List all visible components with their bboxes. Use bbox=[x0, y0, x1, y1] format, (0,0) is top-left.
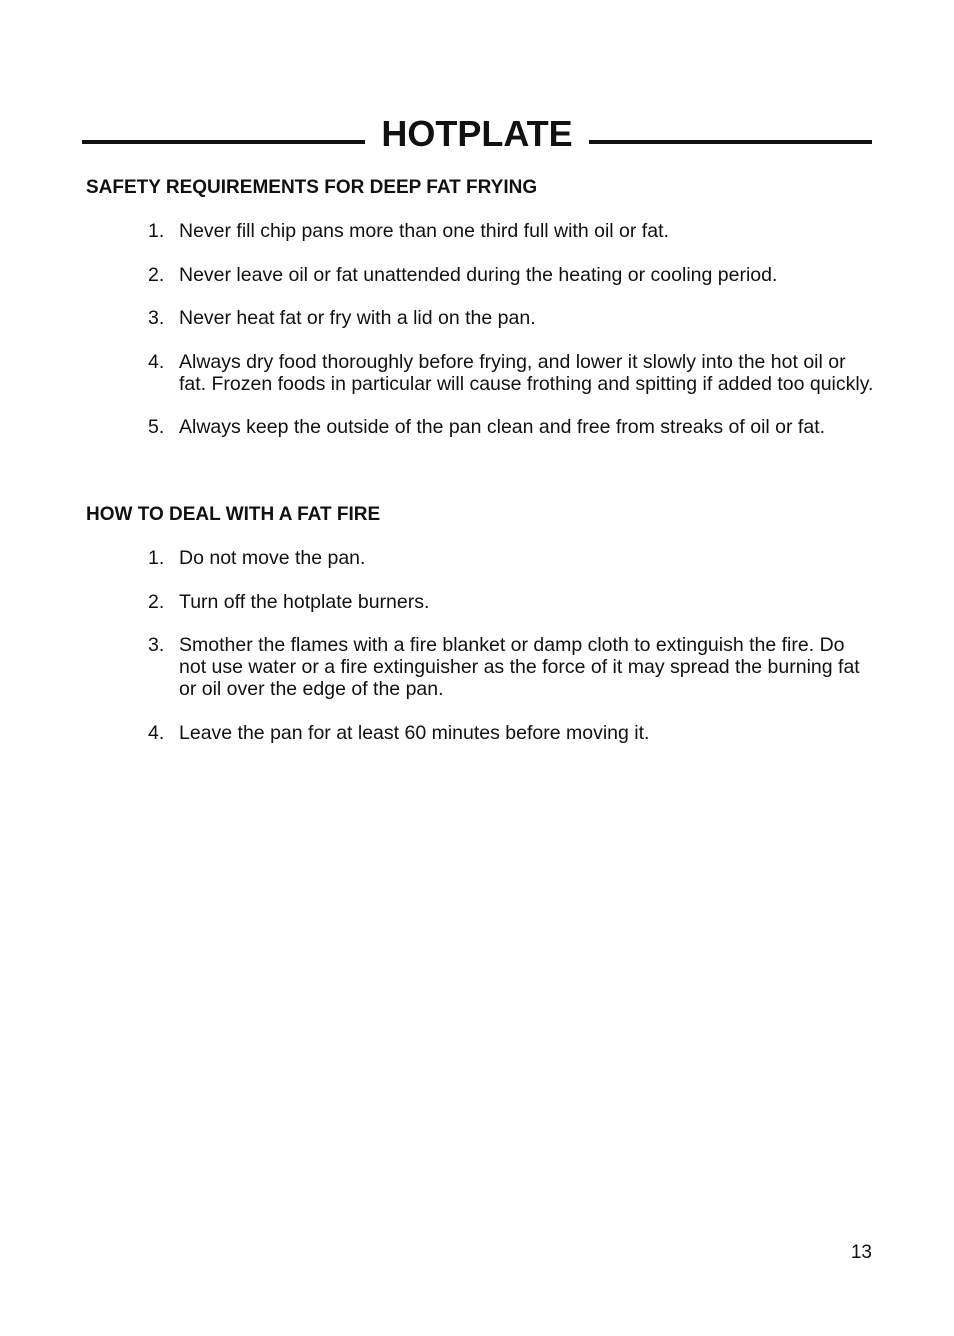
item-number: 3. bbox=[148, 307, 165, 329]
title-rule-left bbox=[82, 140, 365, 144]
page-number: 13 bbox=[850, 1242, 872, 1263]
title-row bbox=[82, 112, 872, 156]
list-item bbox=[86, 634, 876, 700]
item-text: Turn off the hotplate burners. bbox=[179, 590, 430, 613]
item-number: 3. bbox=[148, 634, 165, 656]
list-item bbox=[86, 591, 876, 613]
list-item bbox=[86, 307, 876, 329]
item-number: 4. bbox=[148, 350, 165, 373]
item-text: Smother the flames with a fire blanket or damp cloth to extinguish the fire. Do not use water or a fire extinguisher as the force of it may spread the burning fat or oil over the edge of the pan. bbox=[179, 634, 860, 700]
item-text: Never fill chip pans more than one third full with oil or fat. bbox=[179, 220, 669, 242]
item-text: Leave the pan for at least 60 minutes before moving it. bbox=[179, 721, 650, 744]
item-text: Never leave oil or fat unattended during the heating or cooling period. bbox=[179, 263, 778, 286]
item-number: 2. bbox=[148, 263, 165, 286]
section-fat-fire bbox=[86, 503, 876, 744]
item-number: 4. bbox=[148, 721, 165, 744]
item-number: 5. bbox=[148, 416, 165, 438]
page-title: HOTPLATE bbox=[381, 113, 573, 154]
item-text: Do not move the pan. bbox=[179, 547, 366, 569]
item-text: Never heat fat or fry with a lid on the pan. bbox=[179, 307, 536, 329]
title-rule-right bbox=[589, 140, 872, 144]
safety-steps-list bbox=[86, 220, 876, 438]
list-item bbox=[86, 351, 876, 395]
item-text: Always dry food thoroughly before frying, and lower it slowly into the hot oil or fat. Frozen foods in particular will cause frothing and spitting if added too quickly. bbox=[179, 350, 874, 395]
fat-fire-steps-list bbox=[86, 547, 876, 744]
list-item bbox=[86, 722, 876, 744]
section-heading: HOW TO DEAL WITH A FAT FIRE bbox=[86, 504, 381, 525]
list-item bbox=[86, 264, 876, 286]
list-item bbox=[86, 220, 876, 242]
item-text: Always keep the outside of the pan clean and free from streaks of oil or fat. bbox=[179, 416, 826, 438]
item-number: 1. bbox=[148, 547, 165, 569]
section-deep-fat-frying bbox=[86, 176, 876, 438]
list-item bbox=[86, 547, 876, 569]
item-number: 1. bbox=[148, 220, 165, 242]
section-heading: SAFETY REQUIREMENTS FOR DEEP FAT FRYING bbox=[86, 177, 538, 198]
list-item bbox=[86, 416, 876, 438]
item-number: 2. bbox=[148, 590, 165, 613]
